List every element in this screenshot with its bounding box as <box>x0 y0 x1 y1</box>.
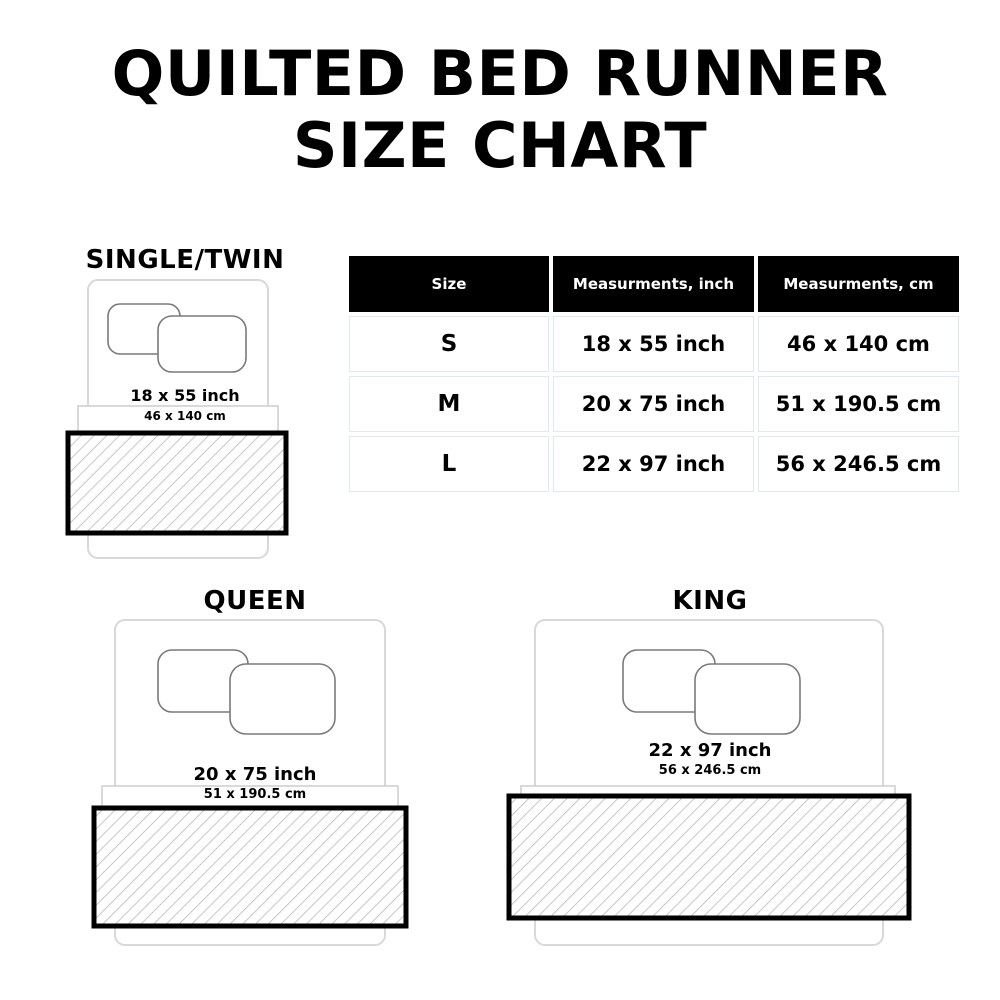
table-header-row <box>349 256 959 312</box>
dims-cm-single-twin: 46 x 140 cm <box>144 409 226 423</box>
cell-inch-s: 18 x 55 inch <box>553 316 754 372</box>
cell-size-l: L <box>349 436 549 492</box>
cell-size-m: M <box>349 376 549 432</box>
table-header-inch: Measurments, inch <box>553 256 754 312</box>
page-title <box>0 38 1000 182</box>
dims-cm-queen: 51 x 190.5 cm <box>203 787 307 802</box>
dims-cm-king: 56 x 246.5 cm <box>658 763 762 778</box>
dims-inch-single-twin: 18 x 55 inch <box>130 386 240 405</box>
cell-inch-m: 20 x 75 inch <box>553 376 754 432</box>
dims-inch-king: 22 x 97 inch <box>648 740 772 761</box>
pillow-front-icon <box>158 316 246 372</box>
size-table <box>345 252 963 496</box>
table-row <box>349 376 959 432</box>
table-row <box>349 316 959 372</box>
bed-label-king: KING <box>672 586 748 616</box>
table-row <box>349 436 959 492</box>
bed-diagram-single-twin <box>60 278 310 563</box>
bed-runner-king <box>509 796 909 918</box>
table-header-cm: Measurments, cm <box>758 256 959 312</box>
title-line-2: SIZE CHART <box>292 109 708 182</box>
title-line-1: QUILTED BED RUNNER <box>111 37 889 110</box>
pillow-front-icon <box>695 664 800 734</box>
bed-label-single-twin: SINGLE/TWIN <box>85 245 285 275</box>
pillow-front-icon <box>230 664 335 734</box>
cell-cm-m: 51 x 190.5 cm <box>758 376 959 432</box>
bed-runner-single-twin <box>68 433 286 533</box>
bed-label-queen: QUEEN <box>203 586 307 616</box>
table-header-size: Size <box>349 256 549 312</box>
cell-inch-l: 22 x 97 inch <box>553 436 754 492</box>
cell-cm-s: 46 x 140 cm <box>758 316 959 372</box>
cell-size-s: S <box>349 316 549 372</box>
bed-diagram-king <box>505 618 915 948</box>
bed-diagram-queen <box>90 618 420 948</box>
cell-cm-l: 56 x 246.5 cm <box>758 436 959 492</box>
bed-runner-queen <box>94 808 406 926</box>
dims-inch-queen: 20 x 75 inch <box>193 764 317 785</box>
